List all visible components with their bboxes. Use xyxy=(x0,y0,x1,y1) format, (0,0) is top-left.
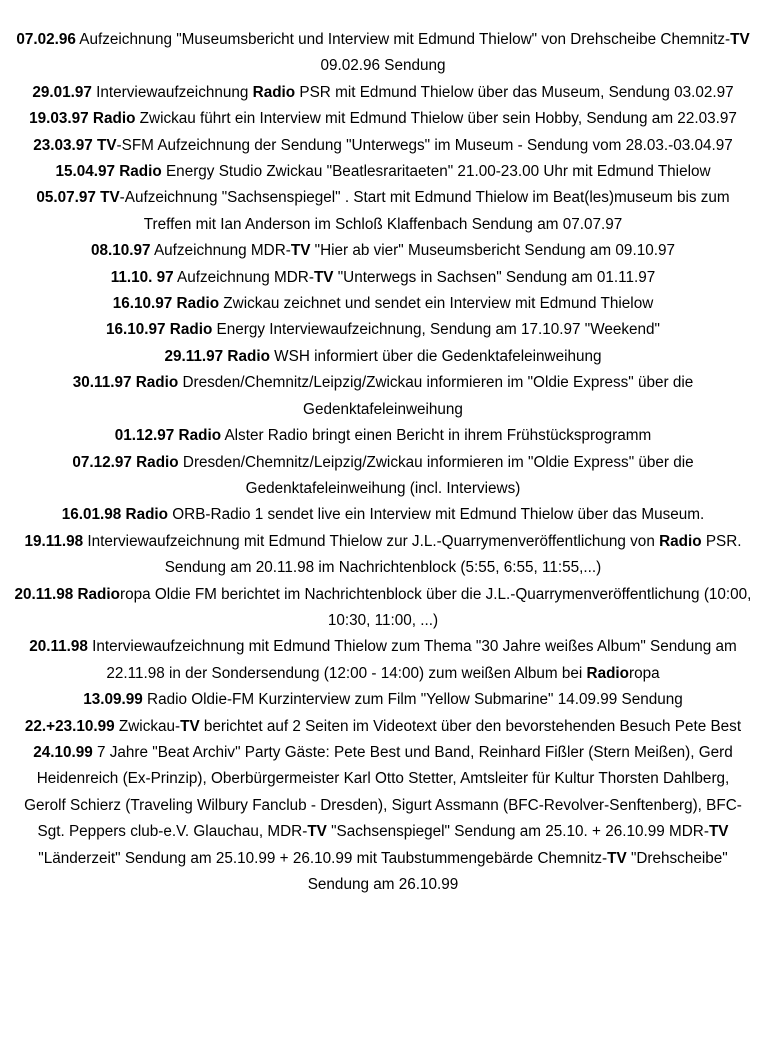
entry-text: Interviewaufzeichnung mit Edmund Thielow zum Thema "30 Jahre weißes Album" Sendung am 22.11.98 in der Sondersendung (12:00 - 14:00) zum weißen Album bei xyxy=(87,638,737,682)
entry-text: Energy Interviewaufzeichnung, Sendung am 17.10.97 "Weekend" xyxy=(212,321,660,339)
entry-emphasis: TV xyxy=(290,242,311,260)
entry-text: "Drehscheibe" Sendung am 26.10.99 xyxy=(307,849,728,893)
entry-text: WSH informiert über die Gedenktafeleinweihung xyxy=(269,347,602,365)
log-entry xyxy=(14,502,752,528)
entry-text: ORB-Radio 1 sendet live ein Interview mit Edmund Thielow über das Museum. xyxy=(168,506,705,524)
entry-emphasis: 08.10.97 xyxy=(91,242,151,260)
log-entry xyxy=(14,80,752,106)
entry-text: Alster Radio bringt einen Bericht in ihrem Frühstücksprogramm xyxy=(221,427,652,445)
entry-text: Interviewaufzeichnung mit Edmund Thielow zur J.L.-Quarrymenveröffentlichung von xyxy=(83,532,660,550)
log-entry xyxy=(14,106,752,132)
log-entry xyxy=(14,714,752,740)
entry-emphasis: 20.11.98 Radio xyxy=(14,585,120,603)
entry-text: Aufzeichnung "Museumsbericht und Interview mit Edmund Thielow" von Drehscheibe Chemnitz- xyxy=(75,31,731,48)
entry-text: Zwickau zeichnet und sendet ein Interview mit Edmund Thielow xyxy=(219,295,654,313)
entry-emphasis: TV xyxy=(307,823,327,841)
log-entry xyxy=(14,159,752,185)
entry-text: Dresden/Chemnitz/Leipzig/Zwickau informieren im "Oldie Express" über die Gedenktafeleinweihung xyxy=(178,374,694,418)
log-entry xyxy=(14,265,752,291)
log-entry xyxy=(14,370,752,423)
entry-text: PSR mit Edmund Thielow über das Museum, Sendung 03.02.97 xyxy=(295,83,734,101)
entry-emphasis: TV xyxy=(730,31,750,48)
entry-emphasis: 07.12.97 Radio xyxy=(72,453,179,471)
entry-emphasis: Radio xyxy=(659,532,702,550)
entry-emphasis: 24.10.99 xyxy=(33,743,93,761)
log-entry xyxy=(14,291,752,317)
entry-text: ropa xyxy=(629,664,660,682)
entry-text: PSR. Sendung am 20.11.98 im Nachrichtenblock (5:55, 6:55, 11:55,...) xyxy=(164,532,742,577)
entry-emphasis: 16.01.98 Radio xyxy=(61,506,169,524)
entry-text: -SFM Aufzeichnung der Sendung "Unterwegs" im Museum - Sendung vom 28.03.-03.04.97 xyxy=(116,136,733,154)
entry-emphasis: TV xyxy=(180,717,200,735)
entry-emphasis: TV xyxy=(607,849,627,867)
entry-text: "Unterwegs in Sachsen" Sendung am 01.11.97 xyxy=(333,268,656,286)
log-entry xyxy=(14,529,752,582)
log-entry xyxy=(14,185,752,238)
log-entry xyxy=(14,740,752,898)
entry-text: Interviewaufzeichnung xyxy=(91,83,253,101)
entry-emphasis: 30.11.97 Radio xyxy=(72,374,179,392)
entry-text: "Sachsenspiegel" Sendung am 25.10. + 26.10.99 MDR- xyxy=(326,823,709,841)
entry-text: berichtet auf 2 Seiten im Videotext über den bevorstehenden Besuch Pete Best xyxy=(199,717,742,735)
entry-text: "Länderzeit" Sendung am 25.10.99 + 26.10.99 mit Taubstummengebärde Chemnitz- xyxy=(38,849,608,867)
entry-emphasis: 19.03.97 Radio xyxy=(29,110,136,128)
log-entry xyxy=(14,238,752,264)
entry-text: Radio Oldie-FM Kurzinterview zum Film "Yellow Submarine" 14.09.99 Sendung xyxy=(142,691,683,709)
log-entry xyxy=(14,133,752,159)
entry-emphasis: TV xyxy=(313,268,334,286)
entry-emphasis: 23.03.97 TV xyxy=(33,136,117,154)
entry-text: Aufzeichnung MDR- xyxy=(150,242,291,260)
entry-emphasis: 11.10. 97 xyxy=(110,268,174,286)
entry-emphasis: 01.12.97 Radio xyxy=(114,427,222,445)
entry-text: ropa Oldie FM berichtet im Nachrichtenblock über die J.L.-Quarrymenveröffentlichung (10:00, 10:30, 11:00, ...) xyxy=(120,585,752,629)
log-entry xyxy=(14,582,752,635)
entry-text: 09.02.96 Sendung xyxy=(320,57,446,75)
entry-emphasis: 16.10.97 Radio xyxy=(112,295,220,313)
entry-text: "Hier ab vier" Museumsbericht Sendung am 09.10.97 xyxy=(310,242,675,260)
entry-emphasis: 29.01.97 xyxy=(32,83,92,101)
entry-text: Dresden/Chemnitz/Leipzig/Zwickau informieren im "Oldie Express" über die Gedenktafeleinweihung (incl. Interviews) xyxy=(178,453,694,497)
entry-emphasis: 07.02.96 xyxy=(16,31,76,48)
log-entry xyxy=(14,687,752,713)
log-entry xyxy=(14,317,752,343)
entry-emphasis: 15.04.97 Radio xyxy=(55,163,162,181)
entry-text: -Aufzeichnung "Sachsenspiegel" . Start mit Edmund Thielow im Beat(les)museum bis zum Treffen mit Ian Anderson im Schloß Klaffenbach Sendung am 07.07.97 xyxy=(119,189,730,233)
entry-text: Zwickau führt ein Interview mit Edmund Thielow über sein Hobby, Sendung am 22.03.97 xyxy=(135,110,737,128)
entry-emphasis: Radio xyxy=(252,83,296,101)
log-entry xyxy=(14,344,752,370)
entry-emphasis: 05.07.97 TV xyxy=(36,189,120,207)
entry-emphasis: 13.09.99 xyxy=(83,691,143,709)
entry-emphasis: Radio xyxy=(586,664,630,682)
entry-emphasis: TV xyxy=(708,823,729,841)
entry-emphasis: 22.+23.10.99 xyxy=(24,717,115,735)
entry-text: Zwickau- xyxy=(114,717,181,735)
entry-text: 7 Jahre "Beat Archiv" Party Gäste: Pete Best und Band, Reinhard Fißler (Stern Meißen), Gerd Heidenreich (Ex-Prinzip), Oberbürgermeister Karl Otto Stetter, Amtsleiter für Kultur Thorsten Dahlberg, Gerolf Schierz (Traveling Wilbury Fanclub - Dresden), Sigurt Assmann (BFC-Revolver-Senftenberg), BFC-Sgt. Peppers club-e.V. Glauchau, MDR- xyxy=(24,743,742,841)
log-entry xyxy=(14,423,752,449)
entry-text: Energy Studio Zwickau "Beatlesraritaeten" 21.00-23.00 Uhr mit Edmund Thielow xyxy=(161,163,711,181)
log-entry xyxy=(14,450,752,503)
entry-emphasis: 16.10.97 Radio xyxy=(106,321,213,339)
log-entry xyxy=(14,634,752,687)
entry-text: Aufzeichnung MDR- xyxy=(173,268,314,286)
media-log-list xyxy=(14,27,752,898)
entry-emphasis: 20.11.98 xyxy=(29,638,88,656)
log-entry xyxy=(14,27,752,80)
entry-emphasis: 19.11.98 xyxy=(24,532,84,550)
entry-emphasis: 29.11.97 Radio xyxy=(164,347,270,365)
